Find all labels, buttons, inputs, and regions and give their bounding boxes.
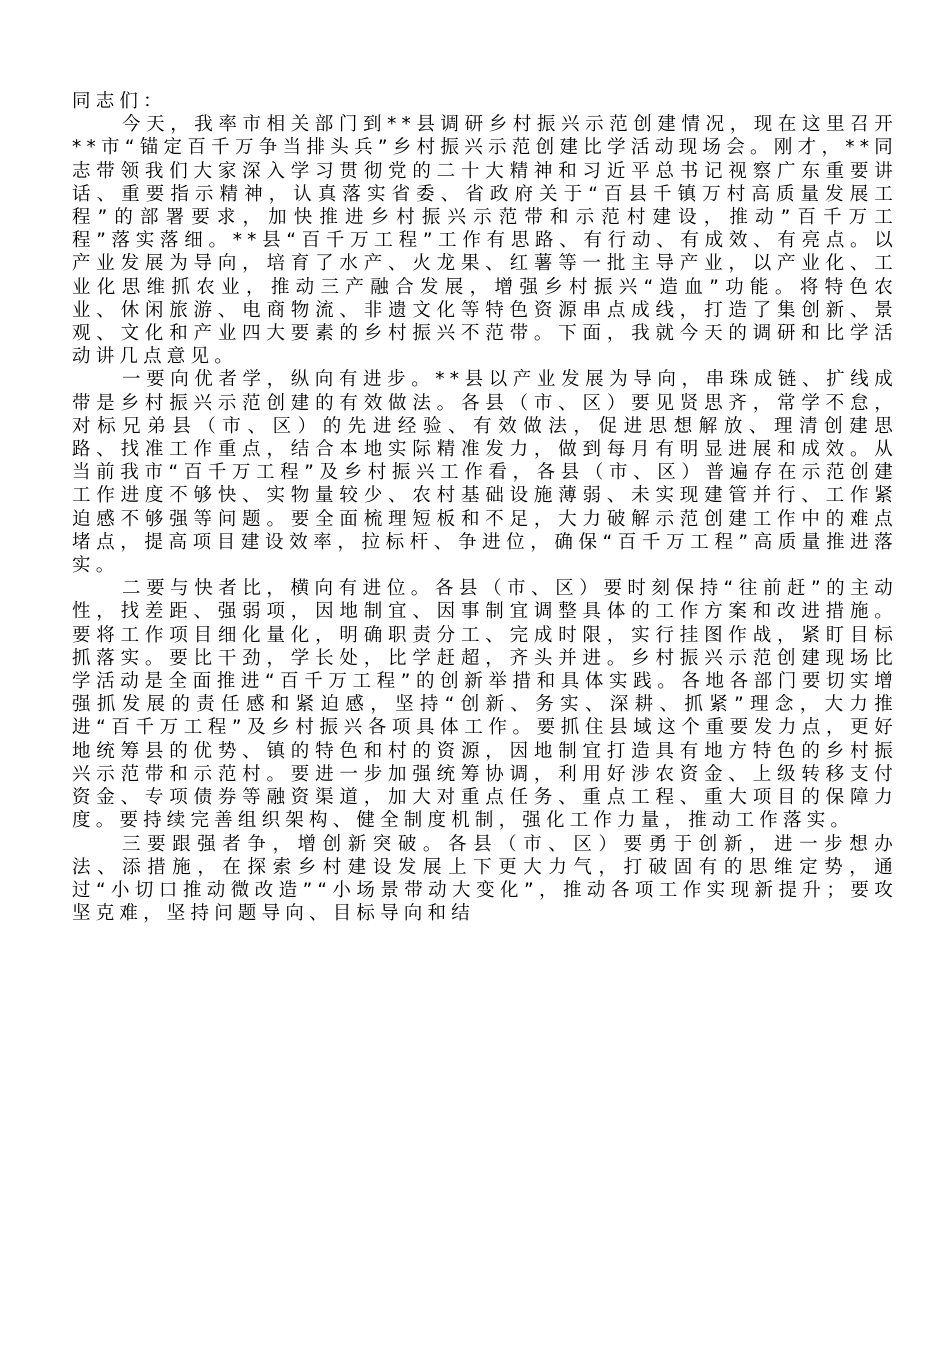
paragraph-point-one: 一要向优者学，纵向有进步。**县以产业发展为导向，串珠成链、扩线成带是乡村振兴示范创建的有效做法。各县（市、区）要见贤思齐，常学不怠，对标兄弟县（市、区）的先进经验、有效做法，促进思想解放、理清创建思路、找准工作重点，结合本地实际精准发力，做到每月有明显进展和成效。从当前我市“百千万工程”及乡村振兴工作看，各县（市、区）普遍存在示范创建工作进度不够快、实物量较少、农村基础设施薄弱、未实现建管并行、工作紧迫感不够强等问题。要全面梳理短板和不足，大力破解示范创建工作中的难点堵点，提高项目建设效率，拉标杆、争进位，确保“百千万工程”高质量推进落实。 [72,369,898,577]
paragraph-point-three: 三要跟强者争，增创新突破。各县（市、区）要勇于创新，进一步想办法、添措施，在探索乡村建设发展上下更大力气，打破固有的思维定势，通过“小切口推动微改造”“小场景带动大变化”，推动各项工作实现新提升；要攻坚克难，坚持问题导向、目标导向和结 [72,833,898,925]
paragraph-point-two: 二要与快者比，横向有进位。各县（市、区）要时刻保持“往前赶”的主动性，找差距、强弱项，因地制宜、因事制宜调整具体的工作方案和改进措施。要将工作项目细化量化，明确职责分工、完成时限，实行挂图作战，紧盯目标抓落实。要比干劲，学长处，比学赶超，齐头并进。乡村振兴示范创建现场比学活动是全面推进“百千万工程”的创新举措和具体实践。各地各部门要切实增强抓发展的责任感和紧迫感，坚持“创新、务实、深耕、抓紧”理念，大力推进“百千万工程”及乡村振兴各项具体工作。要抓住县域这个重要发力点，更好地统筹县的优势、镇的特色和村的资源，因地制宜打造具有地方特色的乡村振兴示范带和示范村。要进一步加强统筹协调，利用好涉农资金、上级转移支付资金、专项债券等融资渠道，加大对重点任务、重点工程、重大项目的保障力度。要持续完善组织架构、健全制度机制，强化工作力量，推动工作落实。 [72,578,898,832]
document-page [72,90,898,925]
salutation: 同志们： [72,91,167,112]
paragraph-intro: 今天，我率市相关部门到**县调研乡村振兴示范创建情况，现在这里召开**市“锚定百千万争当排头兵”乡村振兴示范创建比学活动现场会。刚才，**同志带领我们大家深入学习贯彻党的二十大精神和习近平总书记视察广东重要讲话、重要指示精神，认真落实省委、省政府关于“百县千镇万村高质量发展工程”的部署要求，加快推进乡村振兴示范带和示范村建设，推动”百千万工程”落实落细。**县“百千万工程”工作有思路、有行动、有成效、有亮点。以产业发展为导向，培育了水产、火龙果、红薯等一批主导产业，以产业化、工业化思维抓农业，推动三产融合发展，增强乡村振兴“造血”功能。将特色农业、休闲旅游、电商物流、非遗文化等特色资源串点成线，打造了集创新、景观、文化和产业四大要素的乡村振兴不范带。下面，我就今天的调研和比学活动讲几点意见。 [72,114,898,368]
